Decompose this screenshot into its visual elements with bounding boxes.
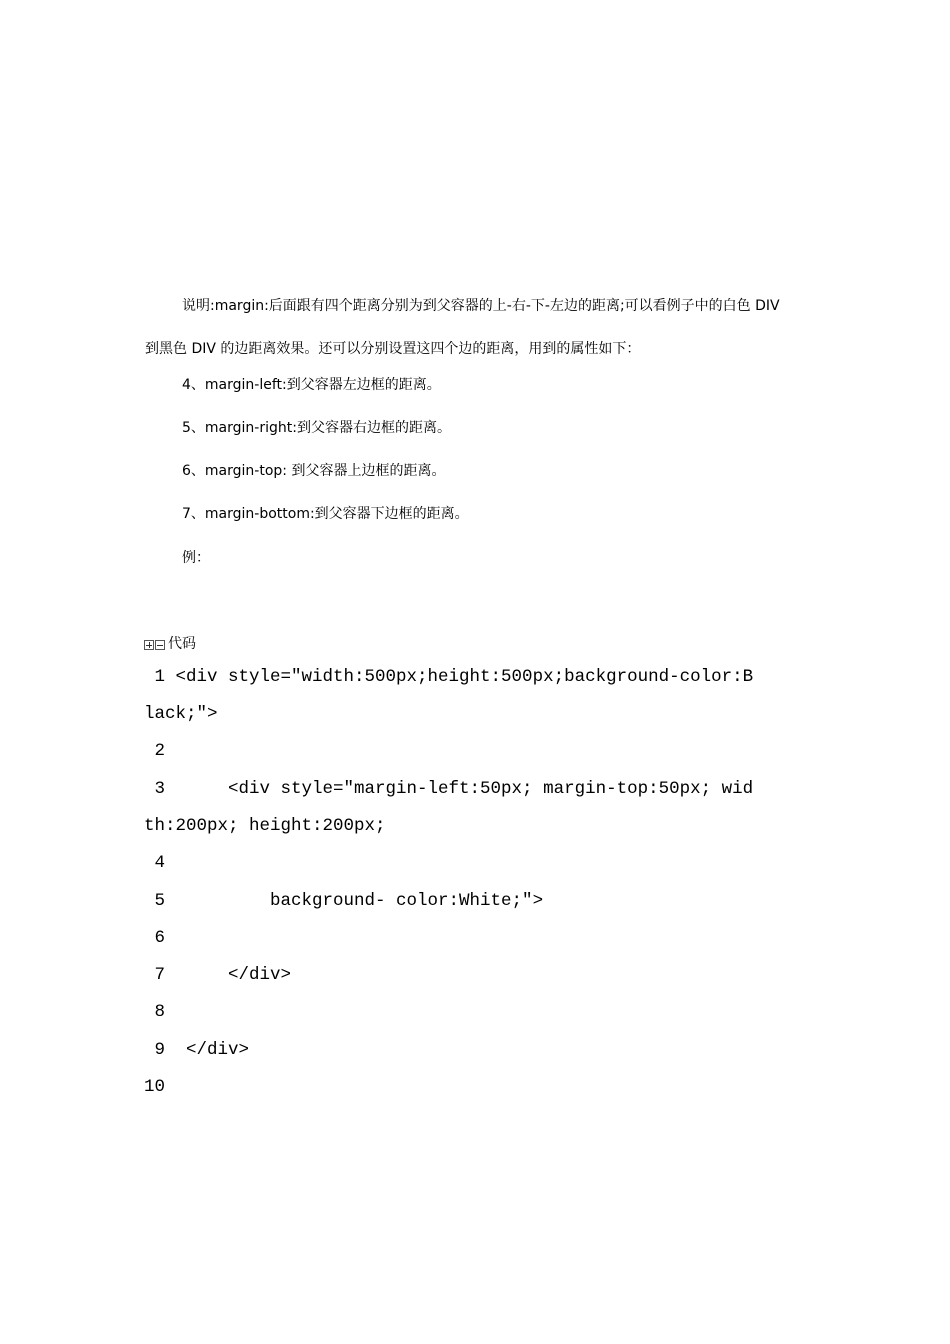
expand-icon[interactable] (144, 640, 154, 650)
intro-line-2: 到黑色 DIV 的边距离效果。还可以分别设置这四个边的距离，用到的属性如下： (145, 341, 641, 357)
code-line: 7 </div> (144, 965, 292, 985)
property-item-margin-bottom: 7、margin-bottom:到父容器下边框的距离。 (182, 506, 469, 522)
code-line: 6 (144, 928, 166, 948)
code-line: 4 (144, 853, 166, 873)
code-line: 1 <div style="width:500px;height:500px;background-color:B (144, 667, 754, 687)
code-label: 代码 (168, 636, 196, 652)
property-item-margin-right: 5、margin-right:到父容器右边框的距离。 (182, 420, 451, 436)
code-line: 3 <div style="margin-left:50px; margin-top:50px; wid (144, 779, 754, 799)
collapse-icon[interactable] (155, 640, 165, 650)
code-line: 10 (144, 1077, 166, 1097)
code-line: 2 (144, 741, 166, 761)
intro-line-1: 说明:margin:后面跟有四个距离分别为到父容器的上-右-下-左边的距离;可以看例子中的白色 DIV (182, 298, 780, 314)
example-label: 例： (182, 550, 210, 566)
property-item-margin-top: 6、margin-top: 到父容器上边框的距离。 (182, 463, 446, 479)
property-item-margin-left: 4、margin-left:到父容器左边框的距离。 (182, 377, 441, 393)
code-line: 5 background- color:White;"> (144, 891, 544, 911)
code-line: 9 </div> (144, 1040, 250, 1060)
code-line: lack;"> (144, 704, 218, 724)
intro-paragraph (145, 285, 815, 371)
code-line: th:200px; height:200px; (144, 816, 386, 836)
code-block-header (144, 630, 196, 650)
code-line: 8 (144, 1002, 166, 1022)
